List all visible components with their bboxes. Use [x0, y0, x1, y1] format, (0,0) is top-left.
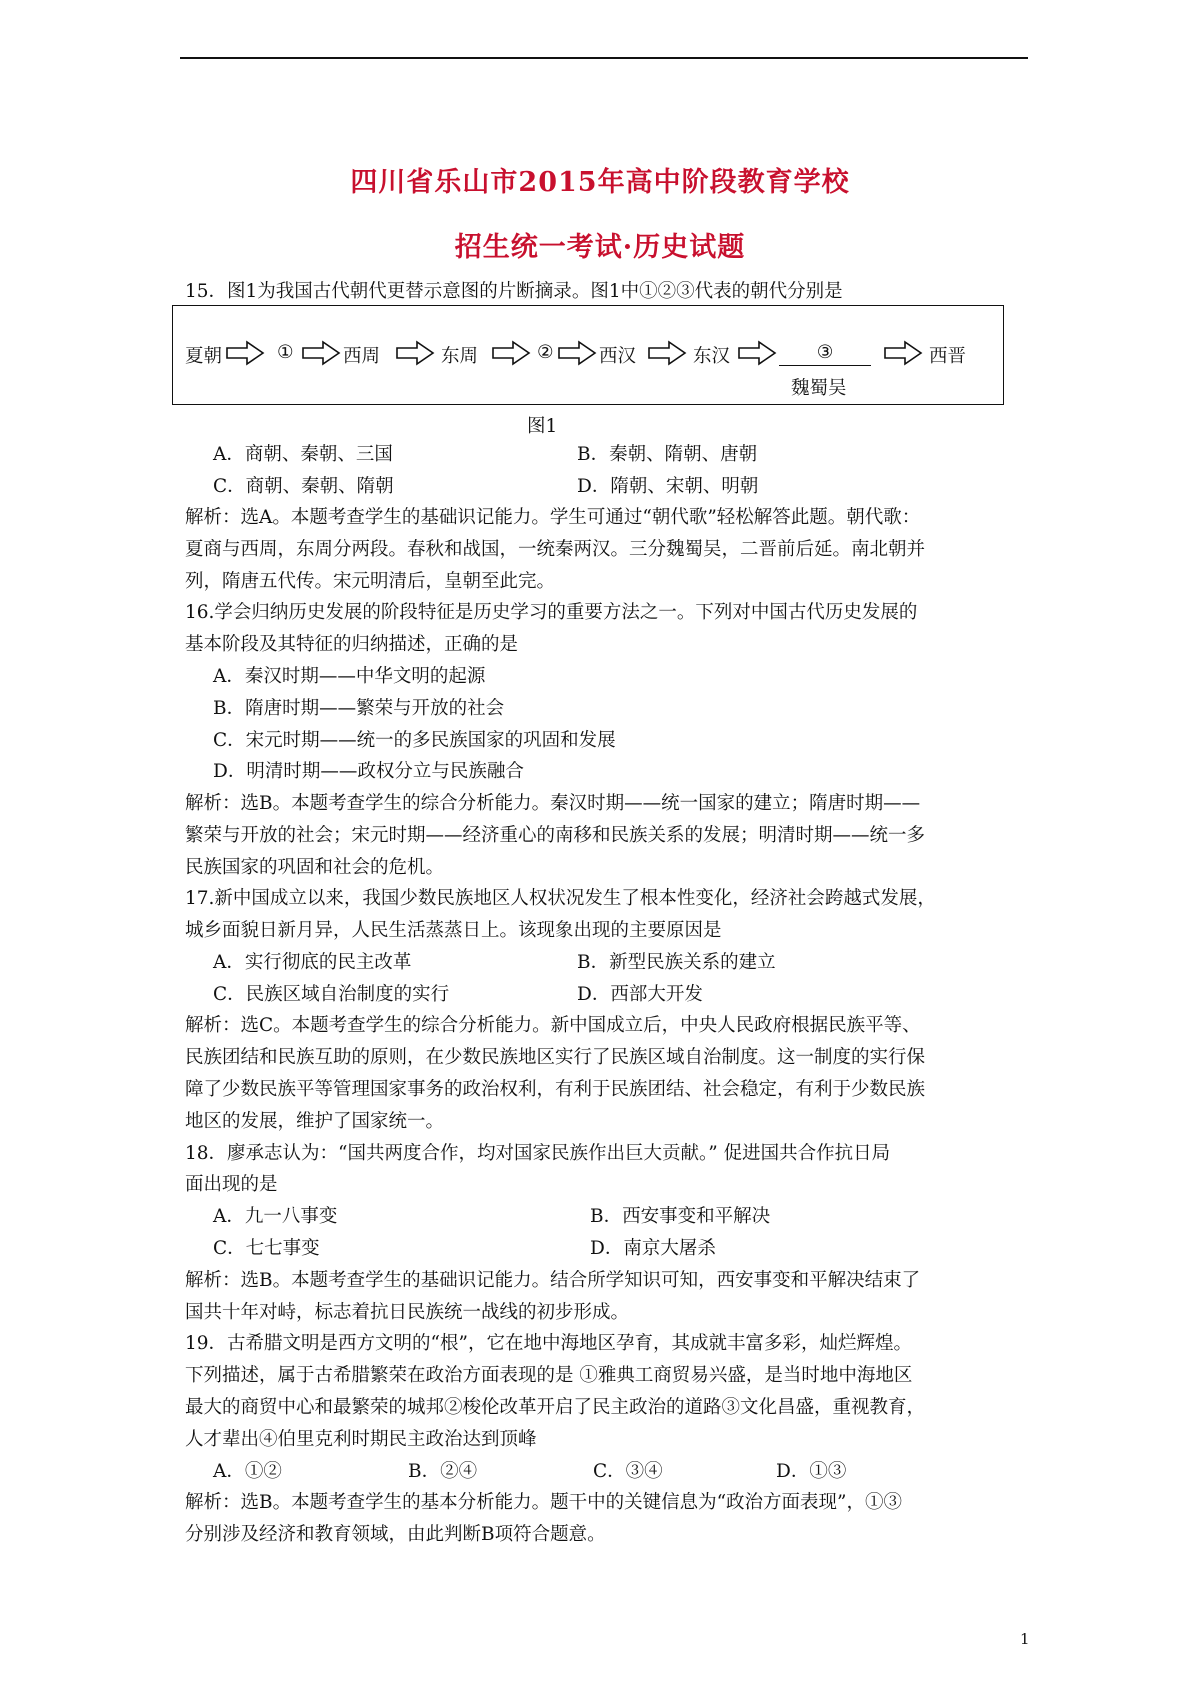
- figure-caption: 图1: [527, 416, 558, 437]
- q17-option-b: B．新型民族关系的建立: [577, 952, 776, 973]
- q17-analysis-line: 地区的发展，维护了国家统一。: [185, 1111, 445, 1132]
- q19-stem-line: 最大的商贸中心和最繁荣的城邦②梭伦改革开启了民主政治的道路③文化昌盛，重视教育，: [185, 1397, 926, 1418]
- q15-option-b: B．秦朝、隋朝、唐朝: [577, 444, 758, 465]
- exam-title-line2: 招生统一考试·历史试题: [454, 232, 746, 263]
- top-rule: [180, 57, 1028, 59]
- q16-option-d: D．明清时期——政权分立与民族融合: [213, 761, 524, 782]
- blank-underline: [779, 365, 871, 366]
- diagram-node-1: ①: [277, 342, 294, 363]
- diagram-node-dongzhou: 东周: [441, 346, 479, 367]
- page-number: 1: [1020, 1630, 1030, 1648]
- q16-analysis-line: 解析：选B。本题考查学生的综合分析能力。秦汉时期——统一国家的建立；隋唐时期——: [185, 793, 921, 814]
- q18-stem-line: 面出现的是: [185, 1174, 278, 1195]
- diagram-node-xihan: 西汉: [599, 346, 637, 367]
- q16-option-b: B．隋唐时期——繁荣与开放的社会: [213, 698, 505, 719]
- arrow-icon: [737, 340, 777, 366]
- q17-analysis-line: 民族团结和民族互助的原则，在少数民族地区实行了民族区域自治制度。这一制度的实行保: [185, 1047, 926, 1068]
- q17-stem-line: 城乡面貌日新月异，人民生活蒸蒸日上。该现象出现的主要原因是: [185, 920, 722, 941]
- q15-option-a: A．商朝、秦朝、三国: [213, 444, 393, 465]
- q19-stem-line: 下列描述，属于古希腊繁荣在政治方面表现的是 ①雅典工商贸易兴盛，是当时地中海地区: [185, 1365, 913, 1386]
- diagram-node-3: ③: [816, 342, 834, 363]
- q16-analysis-line: 繁荣与开放的社会；宋元时期——经济重心的南移和民族关系的发展；明清时期——统一多: [185, 825, 926, 846]
- q17-analysis-line: 解析：选C。本题考查学生的综合分析能力。新中国成立后，中央人民政府根据民族平等、: [185, 1015, 921, 1036]
- q18-option-a: A．九一八事变: [213, 1206, 338, 1227]
- exam-title-line1: 四川省乐山市2015年高中阶段教育学校: [350, 167, 850, 198]
- q18-option-d: D．南京大屠杀: [590, 1238, 716, 1259]
- diagram-node-xizhou: 西周: [343, 346, 381, 367]
- q17-option-c: C．民族区域自治制度的实行: [213, 984, 450, 1005]
- q19-analysis-line: 解析：选B。本题考查学生的基本分析能力。题干中的关键信息为“政治方面表现”，①③: [185, 1492, 903, 1513]
- q17-option-a: A．实行彻底的民主改革: [213, 952, 412, 973]
- dynasty-diagram: [172, 305, 1004, 405]
- q18-stem-line: 18．廖承志认为：“国共两度合作，均对国家民族作出巨大贡献。” 促进国共合作抗日局: [185, 1143, 891, 1164]
- q18-analysis-line: 国共十年对峙，标志着抗日民族统一战线的初步形成。: [185, 1302, 630, 1323]
- diagram-node-2: ②: [537, 342, 554, 363]
- q15-option-d: D．隋朝、宋朝、明朝: [577, 476, 759, 497]
- arrow-icon: [491, 340, 531, 366]
- q18-option-b: B．西安事变和平解决: [590, 1206, 771, 1227]
- q15-analysis-line: 解析：选A。本题考查学生的基础识记能力。学生可通过“朝代歌”轻松解答此题。朝代歌：: [185, 507, 921, 528]
- q19-option-c: C．③④: [593, 1461, 663, 1482]
- q18-analysis-line: 解析：选B。本题考查学生的基础识记能力。结合所学知识可知，西安事变和平解决结束了: [185, 1270, 921, 1291]
- q17-stem-line: 17.新中国成立以来，我国少数民族地区人权状况发生了根本性变化，经济社会跨越式发展，: [185, 888, 936, 909]
- q15-analysis-line: 夏商与西周，东周分两段。春秋和战国，一统秦两汉。三分魏蜀吴，二晋前后延。南北朝并: [185, 539, 926, 560]
- q17-analysis-line: 障了少数民族平等管理国家事务的政治权利，有利于民族团结、社会稳定，有利于少数民族: [185, 1079, 926, 1100]
- q19-option-b: B．②④: [408, 1461, 478, 1482]
- q15-analysis-line: 列，隋唐五代传。宋元明清后，皇朝至此完。: [185, 571, 556, 592]
- q16-stem-line: 基本阶段及其特征的归纳描述，正确的是: [185, 634, 519, 655]
- diagram-node-donghan: 东汉: [693, 346, 731, 367]
- q18-option-c: C．七七事变: [213, 1238, 320, 1259]
- q17-option-d: D．西部大开发: [577, 984, 703, 1005]
- q19-option-a: A．①②: [213, 1461, 282, 1482]
- q16-option-c: C．宋元时期——统一的多民族国家的巩固和发展: [213, 730, 616, 751]
- q19-option-d: D．①③: [776, 1461, 847, 1482]
- diagram-node-xijin: 西晋: [929, 346, 967, 367]
- q16-stem-line: 16.学会归纳历史发展的阶段特征是历史学习的重要方法之一。下列对中国古代历史发展的: [185, 602, 918, 623]
- q19-stem-line: 19．古希腊文明是西方文明的“根”，它在地中海地区孕育，其成就丰富多彩，灿烂辉煌。: [185, 1333, 912, 1354]
- arrow-icon: [557, 340, 597, 366]
- arrow-icon: [395, 340, 435, 366]
- q19-stem-line: 人才辈出④伯里克利时期民主政治达到顶峰: [185, 1429, 537, 1450]
- q19-analysis-line: 分别涉及经济和教育领域，由此判断B项符合题意。: [185, 1524, 606, 1545]
- arrow-icon: [225, 340, 265, 366]
- q16-analysis-line: 民族国家的巩固和社会的危机。: [185, 857, 445, 878]
- arrow-icon: [301, 340, 341, 366]
- diagram-node-xia: 夏朝: [185, 346, 223, 367]
- q15-option-c: C．商朝、秦朝、隋朝: [213, 476, 394, 497]
- arrow-icon: [647, 340, 687, 366]
- arrow-icon: [883, 340, 923, 366]
- q15-stem: 15．图1为我国古代朝代更替示意图的片断摘录。图1中①②③代表的朝代分别是: [185, 281, 843, 302]
- q16-option-a: A．秦汉时期——中华文明的起源: [213, 666, 486, 687]
- diagram-note-wei-shu-wu: 魏蜀吴: [791, 378, 847, 399]
